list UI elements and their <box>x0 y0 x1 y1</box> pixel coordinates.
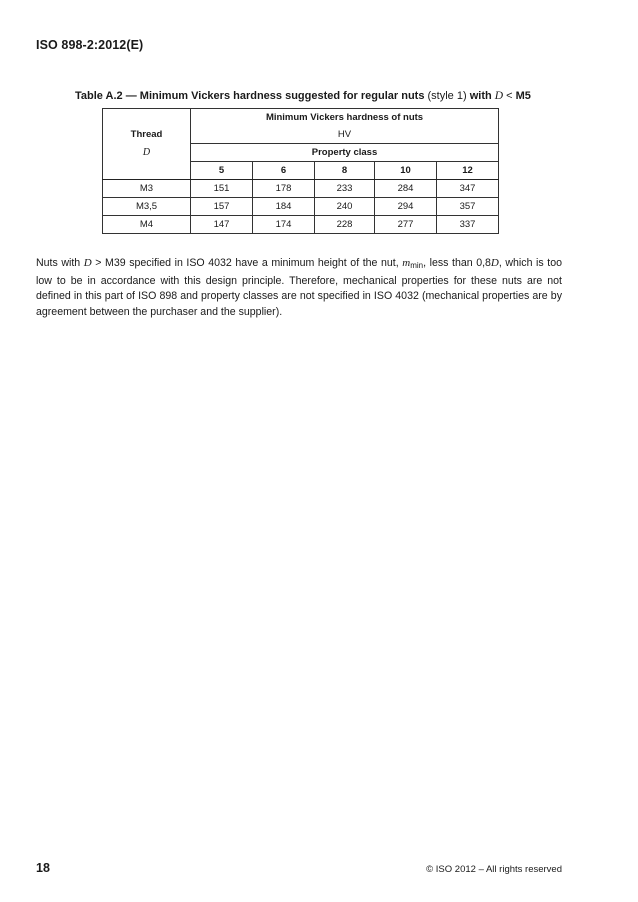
class-header: 5 <box>191 162 253 180</box>
table-row <box>103 198 499 216</box>
thread-cell: M3 <box>103 180 191 198</box>
page-number: 18 <box>36 861 50 875</box>
caption-style: (style 1) <box>427 90 467 102</box>
table-row <box>103 216 499 234</box>
value-cell: 240 <box>315 198 375 216</box>
class-header: 10 <box>375 162 437 180</box>
thread-cell: M3,5 <box>103 198 191 216</box>
caption-variable: D <box>494 90 504 102</box>
unit-cell: HV <box>191 126 499 144</box>
table-row <box>103 180 499 198</box>
value-cell: 284 <box>375 180 437 198</box>
variable-d: D <box>83 257 92 269</box>
value-cell: 147 <box>191 216 253 234</box>
table-caption <box>75 90 531 102</box>
value-cell: 294 <box>375 198 437 216</box>
property-class-header: Property class <box>191 144 499 162</box>
value-cell: 178 <box>253 180 315 198</box>
copyright-notice: © ISO 2012 – All rights reserved <box>426 864 562 875</box>
value-cell: 277 <box>375 216 437 234</box>
subscript-min: min <box>410 261 424 270</box>
document-id-header: ISO 898-2:2012(E) <box>36 38 144 52</box>
caption-operator: < <box>506 90 513 102</box>
caption-with: with <box>469 90 492 102</box>
thread-variable: D <box>103 144 191 162</box>
value-cell: 184 <box>253 198 315 216</box>
paragraph-text: > M39 specified in ISO 4032 have a minimum height of the nut, <box>91 257 403 269</box>
thread-header-top <box>103 109 191 127</box>
variable-d: D <box>490 257 499 269</box>
hardness-header: Minimum Vickers hardness of nuts <box>191 109 499 127</box>
value-cell: 174 <box>253 216 315 234</box>
class-header: 12 <box>437 162 499 180</box>
thread-header-bottom <box>103 162 191 180</box>
value-cell: 233 <box>315 180 375 198</box>
thread-header: Thread <box>103 126 191 144</box>
value-cell: 337 <box>437 216 499 234</box>
class-header: 8 <box>315 162 375 180</box>
paragraph-text: , less than 0,8 <box>423 257 491 269</box>
value-cell: 357 <box>437 198 499 216</box>
caption-label: Table A.2 — Minimum Vickers hardness suggested for regular nuts <box>75 90 425 102</box>
paragraph-text: , which is too low to be in accordance with this design principle. Therefore, mechanical properties for these nuts are not defined in this part of ISO 898 and property classes are not specified in ISO 4032 (mechanical properties are by agreement between the purchaser and the supplier). <box>36 257 562 318</box>
variable-m: m <box>402 257 411 269</box>
value-cell: 151 <box>191 180 253 198</box>
value-cell: 347 <box>437 180 499 198</box>
caption-limit: M5 <box>515 90 531 102</box>
class-header: 6 <box>253 162 315 180</box>
value-cell: 228 <box>315 216 375 234</box>
body-paragraph <box>36 256 562 320</box>
value-cell: 157 <box>191 198 253 216</box>
paragraph-text: Nuts with <box>36 257 84 269</box>
hardness-table <box>102 108 499 234</box>
thread-cell: M4 <box>103 216 191 234</box>
